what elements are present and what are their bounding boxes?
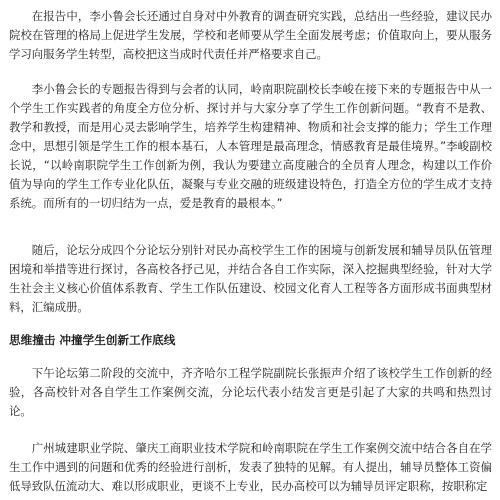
paragraph-lijun-report: 李小鲁会长的专题报告得到与会者的认同，岭南职院副校长李峻在接下来的专题报告中从一个学生工作实践者的角度全方位分析、探讨并与大家分享了学生工作创新问题。“教育不是教、教学和教授，而是用心灵去影响学生，培养学生构建精神、物质和社会支撑的能力；学生工作理念中，思想引领是学生工作的根本基石，人本管理是最高理念，情感教育是最佳境界。”李峻副校长说，“以岭南职院学生工作创新为例，我认为要建立高度融合的全员育人理念，构建以工作价值为导向的学生工作专业化队伍，凝聚与专业交融的班级建设特色，打造全方位的学生成才支持系统。而所有的一切归结为一点，爱是教育的最根本。” bbox=[9, 82, 492, 210]
section-heading: 思维撞击 冲撞学生创新工作底线 bbox=[9, 333, 176, 347]
paragraph-case-exchange: 广州城建职业学院、肇庆工商职业技术学院和岭南职院在学生工作案例交流中结合各自在学生工作中遇到的问题和优秀的经验进行剖析，发表了独特的见解。有人提出，辅导员整体工资偏低导致队伍流动大、难以形成职业，更谈不上专业，民办高校可以为辅导员评定职称，按职称定 bbox=[9, 441, 492, 493]
paragraph-report-summary: 在报告中，李小鲁会长还通过自身对中外教育的调查研究实践，总结出一些经验，建议民办院校在管理的格局上促进学生发展，学校和老师要从学生全面发展考虑；价值取向上，要从服务学习向服务学生转型，高校把这当成时代责任并严格要求自己。 bbox=[9, 9, 492, 61]
paragraph-sub-forums: 随后，论坛分成四个分论坛分别针对民办高校学生工作的困境与创新发展和辅导员队伍管理困境和举措等进行探讨，各高校各抒己见，并结合各自工作实际，深入挖掘典型经验，针对大学生社会主义核心价值体系教育、学生工作队伍建设、校园文化育人工程等各方面形成书面典型材料，汇编成册。 bbox=[9, 243, 492, 314]
paragraph-afternoon-exchange: 下午论坛第二阶段的交流中，齐齐哈尔工程学院副院长张振声介绍了该校学生工作创新的经验，各高校针对各自学生工作案例交流，分论坛代表小结发言更是引起了大家的共鸣和热烈讨论。 bbox=[9, 366, 492, 418]
